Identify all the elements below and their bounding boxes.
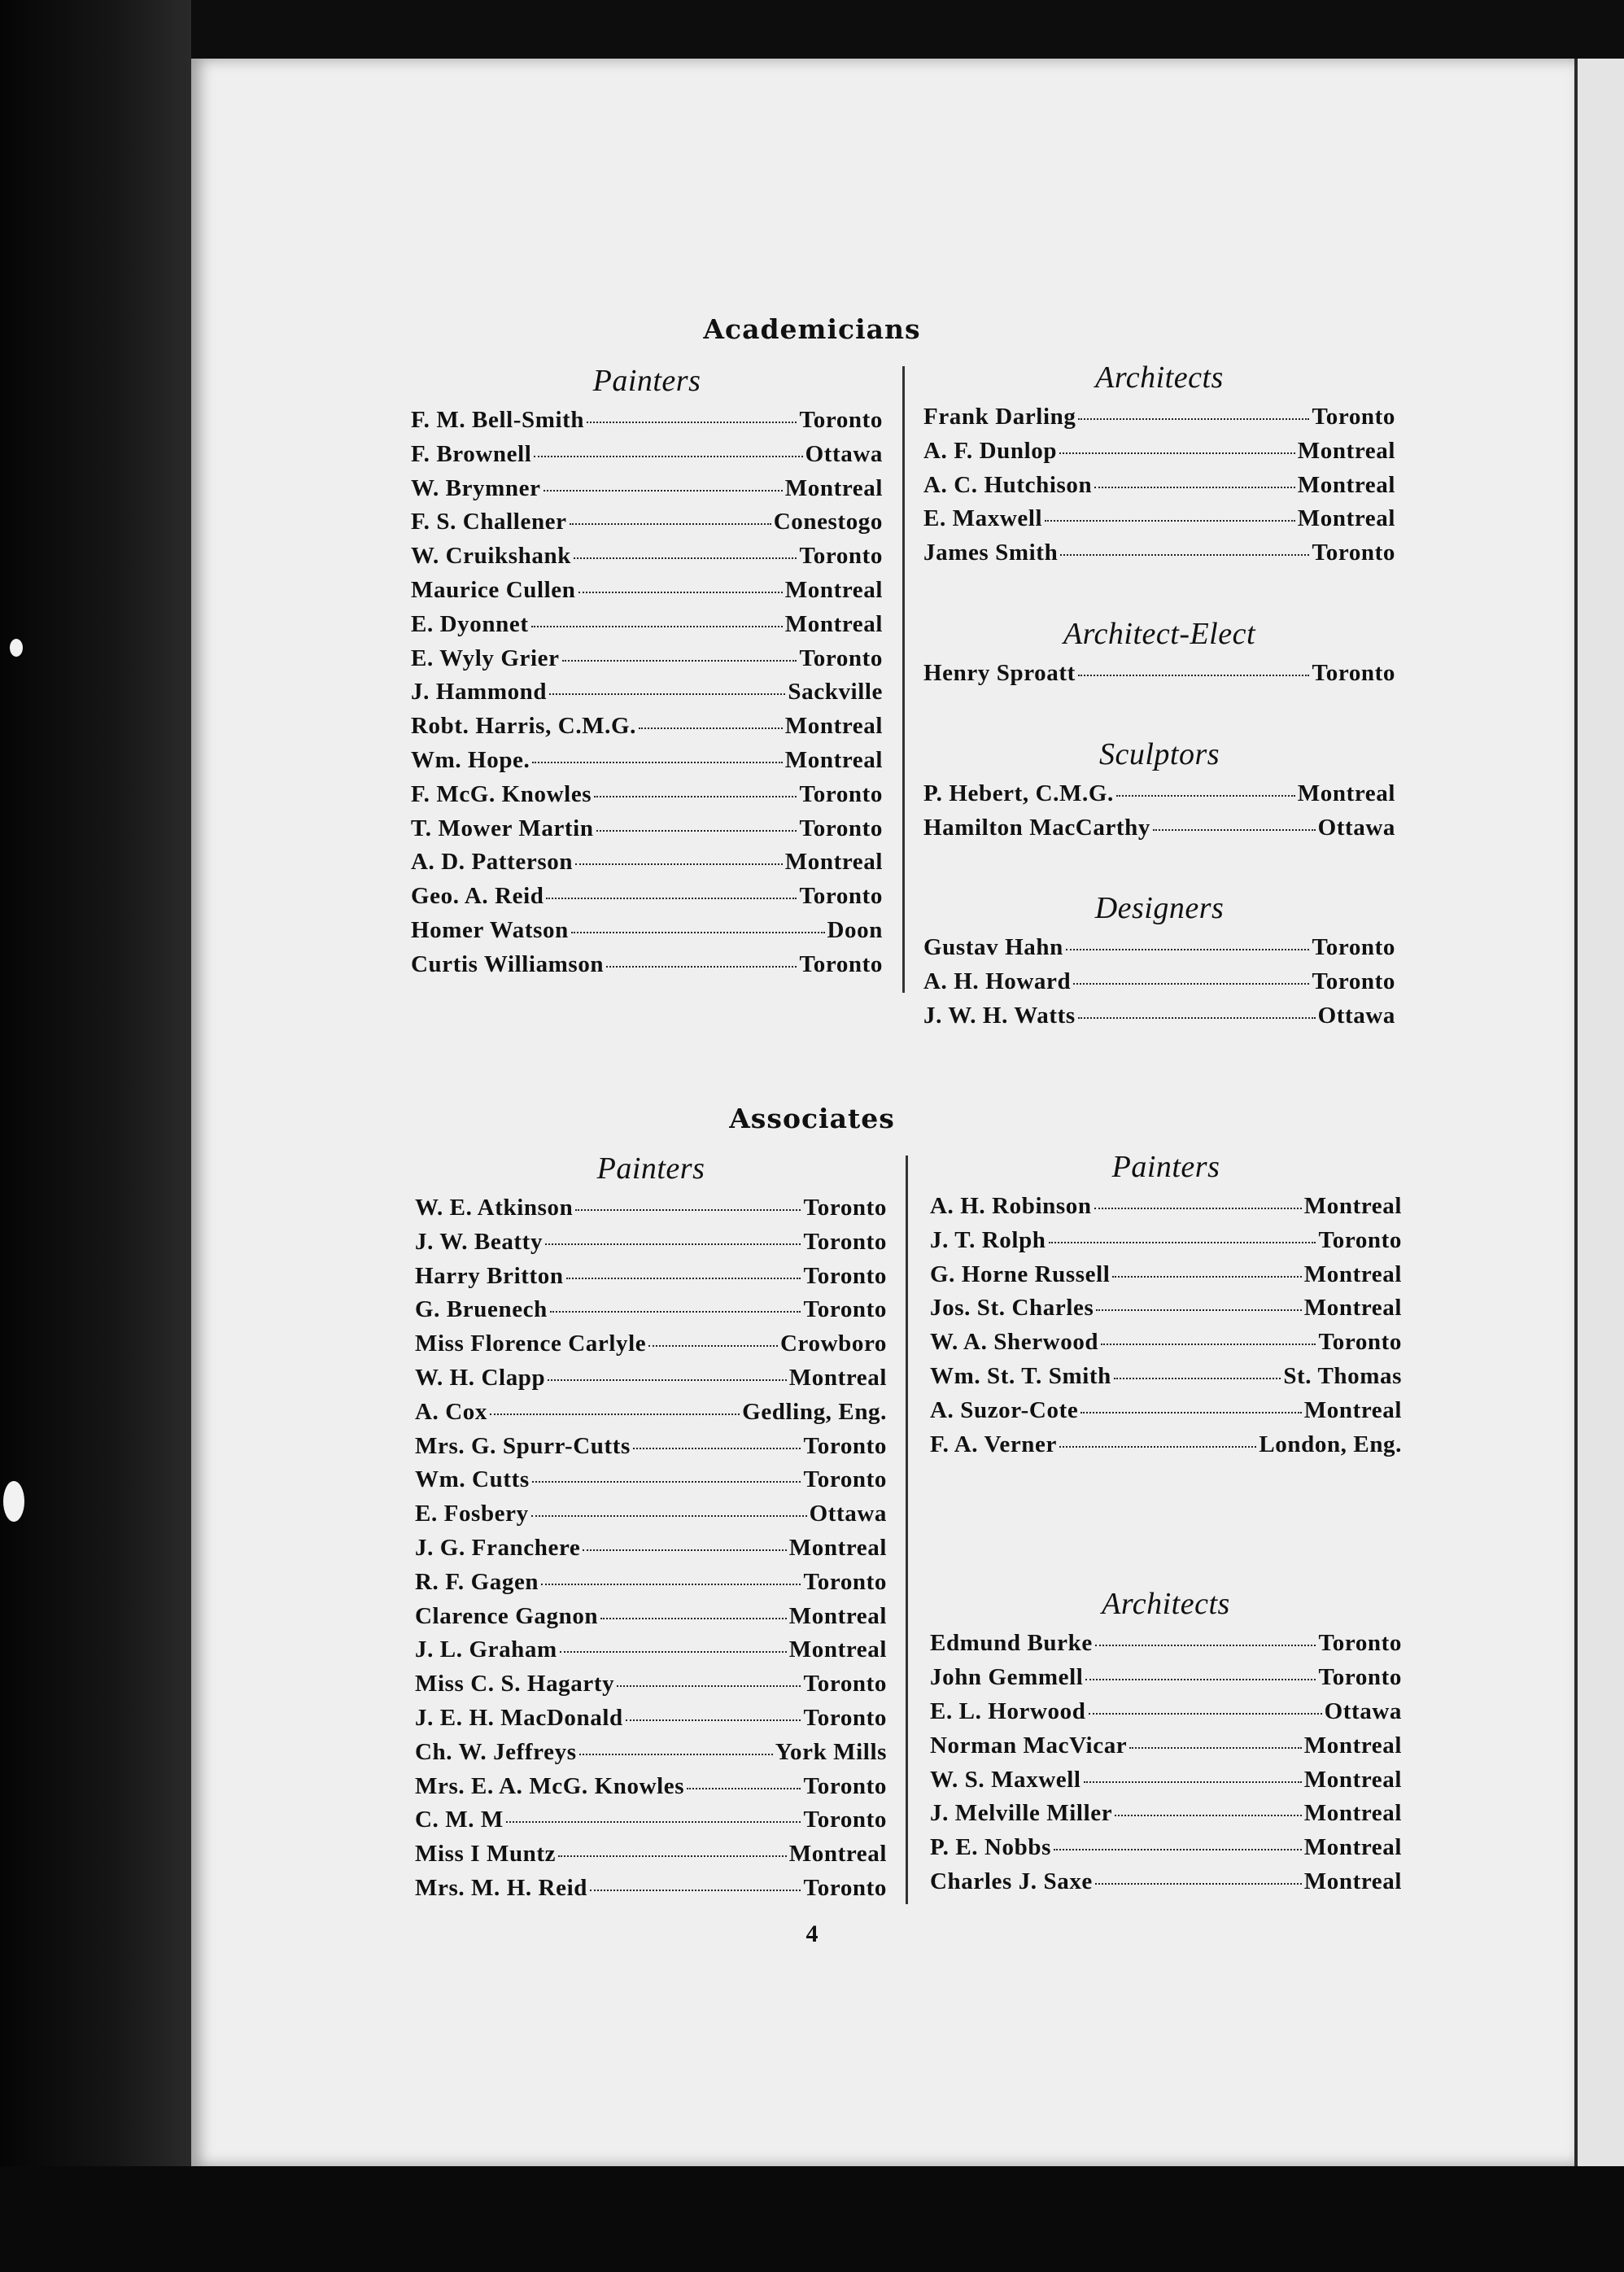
member-entry xyxy=(411,951,883,985)
member-entry xyxy=(930,1329,1402,1363)
member-location: Toronto xyxy=(1312,540,1395,566)
dot-leader xyxy=(574,554,797,559)
dot-leader xyxy=(575,860,783,865)
member-entry xyxy=(930,1732,1402,1767)
member-name: Frank Darling xyxy=(923,404,1076,430)
member-name: John Gemmell xyxy=(930,1664,1084,1691)
member-name: W. Cruikshank xyxy=(411,543,571,570)
member-location: Toronto xyxy=(803,1874,887,1901)
dot-leader xyxy=(531,623,783,627)
member-location: Toronto xyxy=(799,644,883,671)
member-name: Henry Sproatt xyxy=(923,659,1076,686)
dot-leader xyxy=(579,1750,773,1755)
dot-leader xyxy=(1101,1340,1316,1345)
member-location: Montreal xyxy=(1303,1261,1402,1287)
member-name: J. G. Franchere xyxy=(415,1534,581,1561)
academicians-right-column xyxy=(923,356,1395,1076)
group-title: Sculptors xyxy=(1098,736,1220,771)
member-name: E. L. Horwood xyxy=(930,1697,1086,1724)
member-location: Toronto xyxy=(1318,1226,1402,1253)
dot-leader xyxy=(506,1818,801,1823)
dot-leader xyxy=(1078,1014,1316,1019)
member-location: Ottawa xyxy=(805,440,883,467)
member-location: Sackville xyxy=(788,679,883,706)
member-name: Robt. Harris, C.M.G. xyxy=(411,713,636,740)
member-entry xyxy=(411,883,883,917)
member-entry xyxy=(415,1875,887,1909)
dot-leader xyxy=(617,1682,801,1687)
dot-leader xyxy=(532,758,782,763)
member-entry xyxy=(415,1569,887,1603)
member-entry xyxy=(415,1263,887,1297)
member-entry xyxy=(930,1698,1402,1732)
member-name: P. E. Nobbs xyxy=(930,1834,1051,1861)
member-location: Toronto xyxy=(803,1772,887,1799)
academicians-column-divider xyxy=(902,366,905,993)
member-name: Wm. St. T. Smith xyxy=(930,1362,1111,1389)
member-name: W. Brymner xyxy=(411,474,541,501)
member-location: Toronto xyxy=(799,815,883,841)
dot-leader xyxy=(1059,1443,1256,1448)
member-name: Miss C. S. Hagarty xyxy=(415,1671,615,1697)
member-name: J. E. H. MacDonald xyxy=(415,1704,623,1731)
scan-speck xyxy=(3,1481,24,1522)
dot-leader xyxy=(546,894,797,899)
associates-painters-right xyxy=(930,1146,1402,1465)
member-location: Crowboro xyxy=(779,1330,887,1357)
member-entry xyxy=(411,713,883,747)
member-name: R. F. Gagen xyxy=(415,1568,539,1595)
member-location: Toronto xyxy=(803,1704,887,1731)
dot-leader xyxy=(541,1580,801,1585)
member-location: Montreal xyxy=(784,746,883,773)
dot-leader xyxy=(626,1716,801,1721)
member-location: London, Eng. xyxy=(1259,1431,1402,1457)
associates-architects xyxy=(930,1583,1402,1902)
member-entry xyxy=(415,1773,887,1807)
dot-leader xyxy=(1094,483,1295,488)
member-location: Toronto xyxy=(803,1807,887,1833)
member-location: Ottawa xyxy=(1324,1697,1402,1724)
dot-leader xyxy=(549,690,785,695)
member-location: Montreal xyxy=(784,576,883,603)
member-entry xyxy=(930,1767,1402,1801)
dot-leader xyxy=(578,588,783,593)
member-location: Ottawa xyxy=(809,1501,887,1527)
member-name: J. Hammond xyxy=(411,679,548,706)
member-entry xyxy=(415,1399,887,1433)
dot-leader xyxy=(1129,1744,1302,1749)
member-entry xyxy=(930,1193,1402,1227)
dot-leader xyxy=(1153,826,1316,831)
member-entry xyxy=(923,404,1395,438)
member-entry xyxy=(415,1807,887,1841)
dot-leader xyxy=(1078,671,1310,676)
member-entry xyxy=(411,917,883,951)
member-location: Montreal xyxy=(1297,780,1395,806)
dot-leader xyxy=(1096,1306,1301,1311)
dot-leader xyxy=(606,963,797,968)
scan-speck xyxy=(10,639,23,657)
member-location: St. Thomas xyxy=(1283,1362,1402,1389)
member-entry xyxy=(411,475,883,509)
member-name: Clarence Gagnon xyxy=(415,1602,599,1629)
member-location: Montreal xyxy=(784,849,883,876)
dot-leader xyxy=(1114,1374,1281,1379)
member-location: Conestogo xyxy=(773,509,883,535)
group-title: Painters xyxy=(592,364,701,398)
member-name: J. W. Beatty xyxy=(415,1228,544,1255)
member-entry xyxy=(930,1630,1402,1664)
member-name: E. Dyonnet xyxy=(411,610,529,637)
page-number: 4 xyxy=(805,1920,819,1947)
dot-leader xyxy=(648,1342,778,1347)
member-name: Geo. A. Reid xyxy=(411,883,544,910)
member-location: Doon xyxy=(827,916,883,943)
member-entry xyxy=(923,472,1395,506)
member-name: F. M. Bell-Smith xyxy=(411,407,585,433)
member-location: Montreal xyxy=(1297,505,1395,532)
associates-right-column xyxy=(930,1146,1402,1942)
member-location: Toronto xyxy=(803,1195,887,1221)
associates-column-divider xyxy=(906,1156,908,1904)
member-location: Montreal xyxy=(1303,1800,1402,1827)
member-entry xyxy=(411,611,883,645)
associates-left-column xyxy=(415,1147,887,1948)
member-location: Montreal xyxy=(1303,1766,1402,1793)
member-entry xyxy=(930,1363,1402,1397)
member-name: A. Cox xyxy=(415,1398,487,1425)
member-name: J. L. Graham xyxy=(415,1636,557,1663)
dot-leader xyxy=(545,1240,801,1245)
member-location: York Mills xyxy=(775,1738,887,1765)
member-name: P. Hebert, C.M.G. xyxy=(923,780,1114,806)
member-name: Mrs. E. A. McG. Knowles xyxy=(415,1772,685,1799)
member-entry xyxy=(415,1195,887,1229)
member-name: F. A. Verner xyxy=(930,1431,1057,1457)
member-location: Montreal xyxy=(1303,1834,1402,1861)
member-entry xyxy=(411,577,883,611)
dot-leader xyxy=(594,793,797,797)
member-entry xyxy=(930,1397,1402,1431)
member-name: J. W. H. Watts xyxy=(923,1002,1076,1029)
academicians-painters xyxy=(411,360,883,985)
dot-leader xyxy=(560,1648,787,1653)
member-name: James Smith xyxy=(923,540,1059,566)
dot-leader xyxy=(571,928,825,933)
member-name: Wm. Hope. xyxy=(411,746,530,773)
dot-leader xyxy=(1112,1273,1301,1278)
member-name: A. H. Howard xyxy=(923,968,1072,995)
member-location: Montreal xyxy=(788,1534,887,1561)
member-name: E. Fosbery xyxy=(415,1501,529,1527)
member-location: Toronto xyxy=(803,1262,887,1289)
member-name: Curtis Williamson xyxy=(411,950,605,977)
member-location: Toronto xyxy=(1312,934,1395,961)
member-entry xyxy=(411,543,883,577)
dot-leader xyxy=(1116,792,1295,797)
member-entry xyxy=(923,815,1395,849)
member-name: C. M. M xyxy=(415,1807,504,1833)
member-name: A. Suzor-Cote xyxy=(930,1396,1079,1423)
group-title: Architect-Elect xyxy=(1063,616,1256,651)
member-name: Norman MacVicar xyxy=(930,1732,1128,1759)
member-entry xyxy=(411,747,883,781)
dot-leader xyxy=(1095,1880,1302,1885)
member-entry xyxy=(923,660,1395,694)
member-entry xyxy=(923,780,1395,815)
member-entry xyxy=(415,1841,887,1875)
dot-leader xyxy=(566,1274,801,1279)
member-name: Hamilton MacCarthy xyxy=(923,814,1151,841)
dot-leader xyxy=(1080,1409,1301,1413)
member-entry xyxy=(411,679,883,713)
member-location: Toronto xyxy=(1318,1664,1402,1691)
member-name: W. S. Maxwell xyxy=(930,1766,1081,1793)
member-entry xyxy=(415,1466,887,1501)
member-location: Gedling, Eng. xyxy=(742,1398,887,1425)
scan-border-bottom xyxy=(0,2166,1624,2272)
member-entry xyxy=(930,1834,1402,1868)
member-location: Toronto xyxy=(803,1671,887,1697)
member-entry xyxy=(930,1227,1402,1261)
dot-leader xyxy=(550,1308,801,1313)
dot-leader xyxy=(532,1478,801,1483)
member-entry xyxy=(923,968,1395,1003)
academicians-heading: Academicians xyxy=(703,313,921,345)
member-name: J. T. Rolph xyxy=(930,1226,1046,1253)
dot-leader xyxy=(544,487,783,492)
dot-leader xyxy=(596,827,797,832)
member-entry xyxy=(923,438,1395,472)
member-name: Mrs. G. Spurr-Cutts xyxy=(415,1432,631,1459)
member-entry xyxy=(923,1003,1395,1037)
member-location: Montreal xyxy=(784,474,883,501)
member-name: Gustav Hahn xyxy=(923,934,1063,961)
member-entry xyxy=(415,1433,887,1467)
dot-leader xyxy=(590,1886,801,1891)
member-name: Mrs. M. H. Reid xyxy=(415,1874,587,1901)
associates-heading: Associates xyxy=(729,1103,895,1134)
dot-leader xyxy=(1054,1846,1302,1850)
member-location: Toronto xyxy=(803,1466,887,1493)
dot-leader xyxy=(1115,1811,1302,1816)
group-title: Painters xyxy=(596,1151,705,1186)
member-entry xyxy=(415,1330,887,1365)
member-location: Toronto xyxy=(803,1228,887,1255)
member-name: W. E. Atkinson xyxy=(415,1195,574,1221)
dot-leader xyxy=(687,1785,801,1789)
dot-leader xyxy=(534,452,802,457)
member-name: E. Wyly Grier xyxy=(411,644,560,671)
dot-leader xyxy=(548,1376,787,1381)
dot-leader xyxy=(1094,1204,1302,1209)
group-title: Designers xyxy=(1094,891,1225,926)
member-entry xyxy=(415,1705,887,1739)
member-entry xyxy=(415,1535,887,1569)
group-title: Architects xyxy=(1095,360,1224,395)
member-name: Charles J. Saxe xyxy=(930,1868,1093,1894)
member-name: A. C. Hutchison xyxy=(923,471,1093,498)
member-entry xyxy=(415,1365,887,1399)
member-entry xyxy=(930,1868,1402,1903)
member-entry xyxy=(930,1261,1402,1295)
member-location: Montreal xyxy=(788,1841,887,1868)
academicians-architect-elect xyxy=(923,613,1395,694)
member-location: Toronto xyxy=(803,1568,887,1595)
dot-leader xyxy=(1045,517,1295,522)
member-location: Montreal xyxy=(1303,1396,1402,1423)
member-entry xyxy=(415,1603,887,1637)
member-name: T. Mower Martin xyxy=(411,815,594,841)
member-entry xyxy=(411,849,883,883)
member-name: F. McG. Knowles xyxy=(411,780,592,807)
academicians-left-column xyxy=(411,360,883,1025)
member-name: A. D. Patterson xyxy=(411,849,574,876)
member-location: Montreal xyxy=(788,1636,887,1663)
member-entry xyxy=(923,540,1395,574)
member-location: Toronto xyxy=(803,1296,887,1323)
dot-leader xyxy=(639,724,783,729)
member-entry xyxy=(930,1800,1402,1834)
group-title: Architects xyxy=(1102,1587,1230,1622)
member-name: Harry Britton xyxy=(415,1262,564,1289)
member-location: Montreal xyxy=(1303,1732,1402,1759)
member-name: Miss Florence Carlyle xyxy=(415,1330,647,1357)
dot-leader xyxy=(570,520,771,525)
member-name: W. H. Clapp xyxy=(415,1364,546,1391)
member-entry xyxy=(930,1664,1402,1698)
member-name: G. Bruenech xyxy=(415,1296,548,1323)
member-location: Toronto xyxy=(799,780,883,807)
member-location: Montreal xyxy=(788,1364,887,1391)
member-name: F. Brownell xyxy=(411,440,532,467)
member-name: Wm. Cutts xyxy=(415,1466,530,1493)
member-location: Toronto xyxy=(1312,404,1395,430)
member-entry xyxy=(923,934,1395,968)
member-location: Ottawa xyxy=(1317,814,1395,841)
member-entry xyxy=(415,1671,887,1705)
dot-leader xyxy=(1049,1239,1316,1243)
member-location: Toronto xyxy=(799,883,883,910)
member-entry xyxy=(415,1501,887,1535)
member-location: Montreal xyxy=(1303,1295,1402,1322)
member-location: Montreal xyxy=(788,1602,887,1629)
dot-leader xyxy=(1078,415,1309,420)
member-location: Ottawa xyxy=(1317,1002,1395,1029)
member-location: Montreal xyxy=(784,610,883,637)
member-name: Miss I Muntz xyxy=(415,1841,557,1868)
member-entry xyxy=(411,645,883,679)
member-location: Montreal xyxy=(1297,471,1395,498)
member-name: Homer Watson xyxy=(411,916,569,943)
member-entry xyxy=(411,407,883,441)
dot-leader xyxy=(633,1444,801,1449)
member-entry xyxy=(415,1296,887,1330)
dot-leader xyxy=(1066,946,1310,950)
member-location: Montreal xyxy=(1303,1193,1402,1219)
dot-leader xyxy=(490,1410,740,1415)
member-entry xyxy=(415,1739,887,1773)
dot-leader xyxy=(531,1512,807,1517)
member-name: A. H. Robinson xyxy=(930,1193,1092,1219)
member-name: Jos. St. Charles xyxy=(930,1295,1094,1322)
dot-leader xyxy=(1084,1778,1302,1783)
group-title: Painters xyxy=(1111,1150,1220,1184)
member-name: W. A. Sherwood xyxy=(930,1329,1099,1356)
academicians-designers xyxy=(923,887,1395,1036)
member-name: Ch. W. Jeffreys xyxy=(415,1738,577,1765)
member-location: Montreal xyxy=(1303,1868,1402,1894)
member-entry xyxy=(930,1295,1402,1329)
dot-leader xyxy=(1089,1710,1322,1715)
dot-leader xyxy=(600,1614,787,1619)
member-location: Toronto xyxy=(799,543,883,570)
member-entry xyxy=(930,1431,1402,1466)
dot-leader xyxy=(1060,551,1309,556)
member-location: Toronto xyxy=(803,1432,887,1459)
member-location: Toronto xyxy=(1312,968,1395,995)
dot-leader xyxy=(558,1852,787,1857)
member-location: Toronto xyxy=(799,950,883,977)
dot-leader xyxy=(1095,1641,1316,1646)
member-name: A. F. Dunlop xyxy=(923,437,1058,464)
member-location: Toronto xyxy=(799,407,883,433)
member-name: J. Melville Miller xyxy=(930,1800,1113,1827)
dot-leader xyxy=(562,657,797,662)
member-entry xyxy=(415,1636,887,1671)
member-name: E. Maxwell xyxy=(923,505,1043,532)
member-location: Toronto xyxy=(1318,1630,1402,1657)
member-location: Toronto xyxy=(1318,1329,1402,1356)
member-name: F. S. Challener xyxy=(411,509,567,535)
member-entry xyxy=(415,1229,887,1263)
dot-leader xyxy=(575,1206,801,1211)
member-entry xyxy=(411,509,883,543)
dot-leader xyxy=(1073,980,1309,985)
member-entry xyxy=(923,505,1395,540)
member-name: G. Horne Russell xyxy=(930,1261,1111,1287)
member-name: Maurice Cullen xyxy=(411,576,576,603)
member-location: Montreal xyxy=(1297,437,1395,464)
member-entry xyxy=(411,781,883,815)
dot-leader xyxy=(587,418,797,423)
member-entry xyxy=(411,441,883,475)
academicians-architects xyxy=(923,356,1395,574)
dot-leader xyxy=(583,1546,786,1551)
member-name: Edmund Burke xyxy=(930,1630,1093,1657)
dot-leader xyxy=(1059,449,1295,454)
member-entry xyxy=(411,815,883,850)
member-location: Toronto xyxy=(1312,659,1395,686)
dot-leader xyxy=(1085,1676,1316,1680)
member-location: Montreal xyxy=(784,713,883,740)
associates-painters-left xyxy=(415,1147,887,1909)
academicians-sculptors xyxy=(923,733,1395,849)
